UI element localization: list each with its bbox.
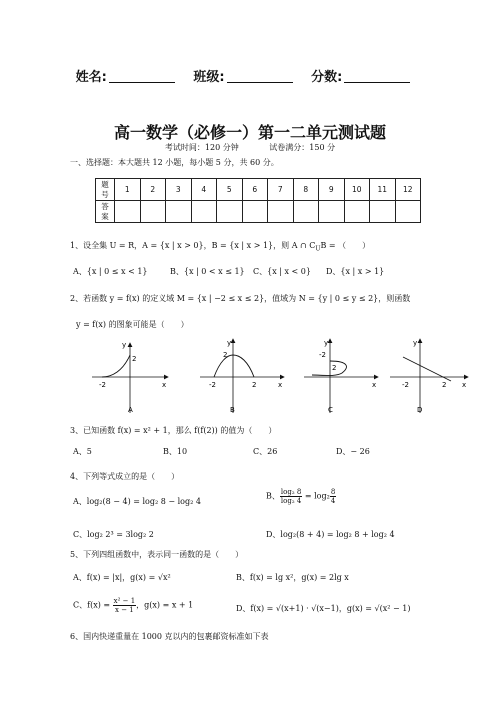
graph-c-tick-2: 2	[332, 364, 337, 372]
graph-a-axis-y: y	[122, 341, 127, 349]
q5-c-prefix: C、f(x) =	[73, 600, 113, 610]
row-label-answer: 答 案	[96, 201, 115, 223]
graph-c-tick-neg2: -2	[319, 351, 326, 359]
name-blank[interactable]	[109, 70, 175, 83]
table-cell: 5	[217, 179, 243, 201]
answer-cell[interactable]	[319, 201, 345, 223]
answer-table	[95, 178, 421, 223]
class-label: 班级:	[193, 70, 225, 85]
graph-b-curve	[214, 355, 254, 377]
graph-b-tick-2x: 2	[252, 381, 257, 389]
q1-stem-end: B = （ ）	[320, 241, 371, 250]
graph-c-curve	[312, 361, 346, 376]
table-cell: 1	[115, 179, 141, 201]
q5-c-num: x² − 1	[113, 597, 136, 605]
q1-subscript: U	[315, 245, 321, 253]
q4-b-mid: = log₂	[302, 491, 330, 501]
answer-cell[interactable]	[344, 201, 370, 223]
graph-b-axis-x: x	[278, 381, 283, 389]
score-label: 分数:	[311, 70, 343, 85]
q4-b-den: log₂ 4	[280, 497, 302, 505]
answer-cell[interactable]	[115, 201, 141, 223]
q4-stem: 4、下列等式成立的是（ ）	[70, 472, 180, 481]
q4-b-num: log₂ 8	[280, 488, 302, 496]
table-cell: 12	[395, 179, 421, 201]
name-label: 姓名:	[75, 70, 107, 85]
graph-d-axis-x: x	[462, 381, 467, 389]
q3-option-b: B、10	[163, 447, 188, 456]
table-cell: 3	[166, 179, 192, 201]
graph-d[interactable]	[390, 339, 468, 414]
q4-option-c: C、log₂ 2³ = 3log₂ 2	[73, 530, 154, 539]
answer-cell[interactable]	[166, 201, 192, 223]
graph-a-axis-x: x	[162, 381, 167, 389]
row-label-number: 题 号	[96, 179, 115, 201]
graph-b-tick-2: 2	[223, 351, 228, 359]
q5-option-c	[73, 597, 193, 614]
graph-d-axis-y: y	[413, 339, 418, 347]
class-blank[interactable]	[227, 70, 293, 83]
graph-a-tick-2: 2	[132, 355, 137, 363]
table-cell: 4	[191, 179, 217, 201]
answer-cell[interactable]	[268, 201, 294, 223]
graph-a-label: A	[128, 406, 133, 414]
table-cell: 9	[319, 179, 345, 201]
q4-b-num2: 8	[330, 488, 336, 496]
exam-meta	[0, 142, 500, 153]
graph-c-axis-y: y	[324, 339, 329, 347]
q5-c-end: ，g(x) = x + 1	[136, 600, 194, 610]
page-title: 高一数学（必修一）第一二单元测试题	[113, 123, 386, 142]
q2-line1: 2、若函数 y = f(x) 的定义域 M = {x | −2 ≤ x ≤ 2}，值域为 N = {y | 0 ≤ y ≤ 2}，则函数	[70, 294, 411, 303]
graph-d-tick-2: 2	[442, 381, 447, 389]
graph-b-tick-neg2: -2	[209, 381, 216, 389]
q4-option-b	[266, 488, 336, 505]
table-cell: 7	[268, 179, 294, 201]
answer-cell[interactable]	[191, 201, 217, 223]
graph-d-label: D	[417, 406, 423, 414]
q5-option-a: A、f(x) = |x|，g(x) = √x²	[73, 573, 171, 582]
answer-cell[interactable]	[217, 201, 243, 223]
q6-stem: 6、国内快递重量在 1000 克以内的包裹邮资标准如下表	[70, 632, 269, 641]
q2-line2: y = f(x) 的图象可能是（ ）	[76, 320, 189, 329]
q1-option-a: A、{x | 0 ≤ x < 1}	[73, 267, 148, 276]
q3-stem: 3、已知函数 f(x) = x² + 1，那么 f(f(2)) 的值为（ ）	[70, 426, 277, 435]
graph-c-label: C	[328, 406, 333, 414]
table-cell: 10	[344, 179, 370, 201]
answer-cell[interactable]	[370, 201, 396, 223]
answer-cell[interactable]	[242, 201, 268, 223]
q2-graphs	[90, 335, 490, 420]
q1-stem: 1、设全集 U = R，A = {x | x > 0}，B = {x | x > 1}，则 A ∩ C	[70, 241, 316, 250]
answer-cell[interactable]	[293, 201, 319, 223]
q4-b-fraction2	[330, 488, 336, 505]
q4-b-den2: 4	[330, 497, 336, 505]
q4-option-a: A、log₂(8 − 4) = log₂ 8 − log₂ 4	[73, 497, 201, 506]
graph-b-axis-y: y	[227, 339, 232, 347]
table-cell: 11	[370, 179, 396, 201]
table-cell: 8	[293, 179, 319, 201]
graph-d-tick-neg2: -2	[402, 381, 409, 389]
q3-option-a: A、5	[73, 447, 92, 456]
answer-cell[interactable]	[140, 201, 166, 223]
q4-b-fraction	[280, 488, 302, 505]
exam-full-score: 试卷满分：150 分	[269, 143, 336, 152]
student-info-line	[0, 66, 500, 85]
section-heading: 一、选择题：本大题共 12 小题，每小题 5 分，共 60 分。	[70, 158, 279, 167]
graph-c[interactable]	[304, 339, 378, 414]
q5-stem: 5、下列四组函数中，表示同一函数的是（ ）	[70, 550, 244, 559]
q5-c-fraction	[113, 597, 137, 614]
q5-c-den: x − 1	[115, 606, 134, 614]
answer-cell[interactable]	[395, 201, 421, 223]
q4-b-prefix: B、	[266, 491, 280, 501]
q1-option-d: D、{x | x > 1}	[326, 267, 385, 276]
graph-a[interactable]	[92, 341, 168, 414]
q5-option-b: B、f(x) = lg x²，g(x) = 2lg x	[236, 573, 349, 582]
q4-option-d: D、log₂(8 + 4) = log₂ 8 + log₂ 4	[266, 530, 395, 539]
graph-b-label: B	[230, 406, 235, 414]
question-1	[70, 240, 370, 253]
graph-b[interactable]	[200, 339, 284, 414]
table-cell: 2	[140, 179, 166, 201]
graph-c-axis-x: x	[372, 381, 377, 389]
q1-option-b: B、{x | 0 < x ≤ 1}	[170, 267, 245, 276]
graph-a-tick-neg2: -2	[99, 381, 106, 389]
exam-time: 考试时间：120 分钟	[164, 143, 239, 152]
score-blank[interactable]	[344, 70, 410, 83]
q3-option-c: C、26	[253, 447, 278, 456]
graph-a-curve	[102, 355, 130, 377]
q1-option-c: C、{x | x < 0}	[253, 267, 311, 276]
q3-option-d: D、− 26	[336, 447, 370, 456]
table-cell: 6	[242, 179, 268, 201]
q5-option-d: D、f(x) = √(x+1) · √(x−1)，g(x) = √(x² − 1)	[236, 604, 411, 613]
